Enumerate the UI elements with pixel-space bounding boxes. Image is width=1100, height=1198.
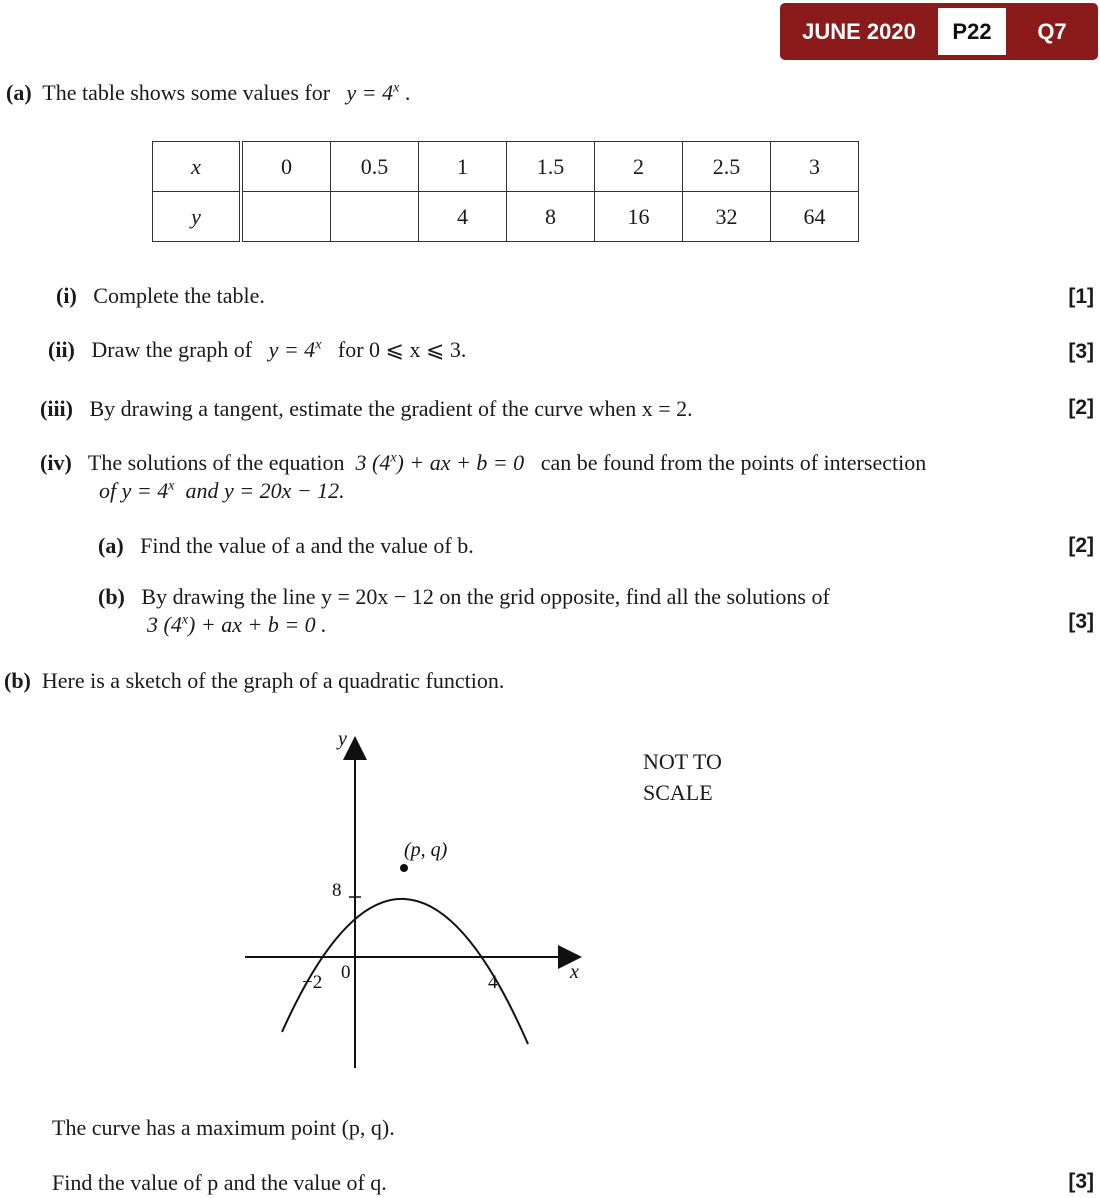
table-cell: 0 xyxy=(241,142,331,192)
marks-b: [3] xyxy=(1068,1170,1094,1193)
marks-a-iv-a: [2] xyxy=(1068,534,1094,557)
part-a-equation: $y = 4^x$ xyxy=(346,80,400,105)
table-cell: 2.5 xyxy=(683,142,771,192)
marks-a-i: [1] xyxy=(1068,285,1094,308)
max-point-label: (p, q) xyxy=(404,839,448,861)
question-a-iii: (iii) By drawing a tangent, estimate the gradient of the curve when x = 2. xyxy=(40,396,693,421)
not-to-scale-line2: SCALE xyxy=(643,780,713,805)
marks-a-iii: [2] xyxy=(1068,396,1094,419)
part-a-intro-text: The table shows some values for xyxy=(42,80,331,105)
paper-label: P22 xyxy=(938,8,1006,55)
part-b-line2: Find the value of p and the value of q. xyxy=(52,1170,387,1195)
y-axis-label: y xyxy=(338,728,347,750)
marks-a-ii: [3] xyxy=(1068,340,1094,363)
intercept-label: 8 xyxy=(332,880,342,901)
x-axis-label: x xyxy=(570,961,579,983)
table-cell: 3 xyxy=(771,142,859,192)
part-a-label: (a) xyxy=(6,80,32,105)
table-cell: 16 xyxy=(595,192,683,242)
table-cell: 4 xyxy=(419,192,507,242)
part-a-intro: (a) The table shows some values for $y = 4^x$ . xyxy=(6,80,411,105)
part-b-intro: (b) Here is a sketch of the graph of a quadratic function. xyxy=(4,668,505,693)
table-cell: 2 xyxy=(595,142,683,192)
table-cell: 1 xyxy=(419,142,507,192)
table-header-y: y xyxy=(153,192,242,242)
maximum-point xyxy=(400,864,408,872)
question-a-i: (i) Complete the table. xyxy=(56,283,265,308)
table-cell: 8 xyxy=(507,192,595,242)
right-root-label: 4 xyxy=(488,972,498,993)
question-a-iv-b: (b) By drawing the line y = 20x − 12 on the grid opposite, find all the solutions of xyxy=(98,584,830,609)
left-root-label: −2 xyxy=(302,972,323,993)
table-cell: 0.5 xyxy=(331,142,419,192)
table-header-x: x xyxy=(153,142,242,192)
session-label: JUNE 2020 xyxy=(802,19,916,44)
question-a-iv-b-line2: 3 $(4^x)$ + ax + b = 0 . xyxy=(147,612,327,637)
marks-a-iv-b: [3] xyxy=(1068,610,1094,633)
question-a-iv-a: (a) Find the value of a and the value of b. xyxy=(98,533,474,558)
question-a-iv: (iv) The solutions of the equation 3 $(4^x)$ + ax + b = 0 can be found from the points of intersection xyxy=(40,450,927,475)
question-label: Q7 xyxy=(1037,19,1067,44)
origin-label: 0 xyxy=(341,962,351,983)
question-a-iv-line2: of $y = 4^x$ and y = 20x − 12. xyxy=(99,478,345,503)
table-cell: 64 xyxy=(771,192,859,242)
question-a-ii: (ii) Draw the graph of $y = 4^x$ for 0 ⩽ x ⩽ 3. xyxy=(48,337,467,362)
not-to-scale-line1: NOT TO xyxy=(643,749,722,774)
part-b-line1: The curve has a maximum point (p, q). xyxy=(52,1115,395,1140)
part-b-label: (b) xyxy=(4,668,31,693)
table-cell: 32 xyxy=(683,192,771,242)
table-cell: 1.5 xyxy=(507,142,595,192)
